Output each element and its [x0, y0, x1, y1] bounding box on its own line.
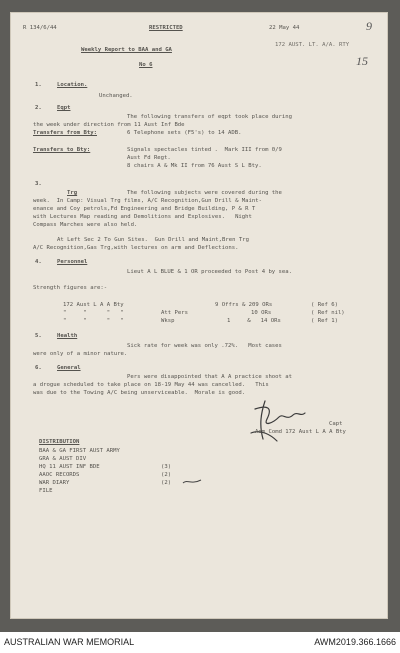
- section-4-line: Lieut A L BLUE & 1 OR proceeded to Post 4 by sea.: [127, 269, 293, 275]
- page-mark: 9: [366, 19, 372, 33]
- section-3-line: The following subjects were covered during the: [127, 190, 282, 196]
- archive-name: AUSTRALIAN WAR MEMORIAL: [4, 637, 135, 647]
- section-5-line: were only of a minor nature.: [33, 351, 128, 357]
- section-3-line: week. In Camp: Visual Trg films, A/C Recognition,Gun Drill & Maint-: [33, 198, 263, 204]
- strength-unit: " " " ": [63, 318, 124, 324]
- section-3-line: with Lectures Map reading and Demolitions and Explosives. Night: [33, 214, 252, 220]
- section-3-number: 3.: [35, 181, 42, 187]
- strength-label: Strength figures are:-: [33, 285, 108, 291]
- section-2-number: 2.: [35, 105, 42, 111]
- section-4-number: 4.: [35, 259, 42, 265]
- distribution-copies: (2): [161, 472, 172, 478]
- section-3-detached-line: A/C Recognition,Gas Trg,with lectures on arm and Deflections.: [33, 245, 239, 251]
- transfer-to-line: Signals spectacles tinted . Mark III from 0/9: [127, 147, 282, 153]
- distribution-item: AAOC RECORDS: [39, 472, 80, 478]
- unit-stamp: 172 AUST. LT. A/A. RTY: [275, 42, 350, 48]
- section-6-heading: General: [57, 365, 81, 371]
- section-3-heading: Trg: [67, 190, 78, 196]
- signature-appointment: Adm Comd 172 Aust L A A Bty: [255, 429, 346, 435]
- section-6-line: Pers were disappointed that A A practice shoot at: [127, 374, 293, 380]
- section-3-line: Compass Marches were also held.: [33, 222, 138, 228]
- strength-ref: ( Ref 6): [311, 302, 338, 308]
- section-1-text: Unchanged.: [99, 93, 133, 99]
- reference-number: R 134/6/44: [23, 25, 57, 31]
- section-3-line: enance and Coy petrols,Fd Engineering and Bridge Building, P & R T: [33, 206, 256, 212]
- strength-unit: 172 Aust L A A Bty: [63, 302, 124, 308]
- handwritten-tick: [181, 477, 203, 487]
- distribution-heading: DISTRIBUTION: [39, 439, 80, 445]
- section-5-line: Sick rate for week was only .72%. Most cases: [127, 343, 282, 349]
- section-4-heading: Personnel: [57, 259, 88, 265]
- section-3-detached-line: At Left Sec 2 To Gun Sites. Gun Drill and Maint,Bren Trg: [57, 237, 249, 243]
- distribution-item: HQ 11 AUST INF BDE: [39, 464, 100, 470]
- section-2-line: 6 Telephone sets (F5's) to 14 ADB.: [127, 130, 242, 136]
- strength-figures: 1 & 14 ORs: [227, 318, 281, 324]
- document-page: [10, 12, 388, 619]
- distribution-item: GRA & AUST DIV: [39, 456, 87, 462]
- strength-figures: 10 ORs: [251, 310, 272, 316]
- section-2-line: the week under direction from 11 Aust Inf Bde: [33, 122, 185, 128]
- transfer-to-line: Aust Fd Regt.: [127, 155, 171, 161]
- transfer-to-line: 8 chairs A & Mk II from 76 Aust S L Bty.: [127, 163, 262, 169]
- folio-mark: 15: [356, 54, 368, 68]
- distribution-copies: (2): [161, 480, 172, 486]
- section-2-heading: Eqpt: [57, 105, 71, 111]
- strength-att: Wksp: [161, 318, 175, 324]
- section-1-number: 1.: [35, 82, 42, 88]
- archive-reference: AWM2019.366.1666: [314, 637, 396, 647]
- strength-unit: " " " ": [63, 310, 124, 316]
- signature-rank: Capt: [329, 421, 343, 427]
- archive-footer: [0, 632, 400, 653]
- distribution-copies: (3): [161, 464, 172, 470]
- report-title: Weekly Report to BAA and GA: [81, 47, 172, 53]
- handwritten-signature: [243, 395, 313, 447]
- strength-ref: ( Ref 1): [311, 318, 338, 324]
- strength-att: Att Pers: [161, 310, 188, 316]
- report-date: 22 May 44: [269, 25, 300, 31]
- distribution-item: FILE: [39, 488, 53, 494]
- section-6-line: a drogue scheduled to take place on 18-19 May 44 was cancelled. This: [33, 382, 269, 388]
- distribution-item: WAR DIARY: [39, 480, 70, 486]
- transfers-from-label: Transfers from Bty:: [33, 130, 97, 136]
- section-6-number: 6.: [35, 365, 42, 371]
- section-5-number: 5.: [35, 333, 42, 339]
- report-number: No 6: [139, 62, 153, 68]
- transfers-to-label: Transfers to Bty:: [33, 147, 91, 153]
- section-1-heading: Location.: [57, 82, 88, 88]
- strength-ref: ( Ref nil): [311, 310, 345, 316]
- section-6-line: was due to the Towing A/C being unserviceable. Morale is good.: [33, 390, 246, 396]
- distribution-item: BAA & GA FIRST AUST ARMY: [39, 448, 120, 454]
- section-2-line: The following transfers of eqpt took place during: [127, 114, 293, 120]
- strength-figures: 9 Offrs & 209 ORs: [215, 302, 273, 308]
- section-5-heading: Health: [57, 333, 78, 339]
- classification: RESTRICTED: [149, 25, 183, 31]
